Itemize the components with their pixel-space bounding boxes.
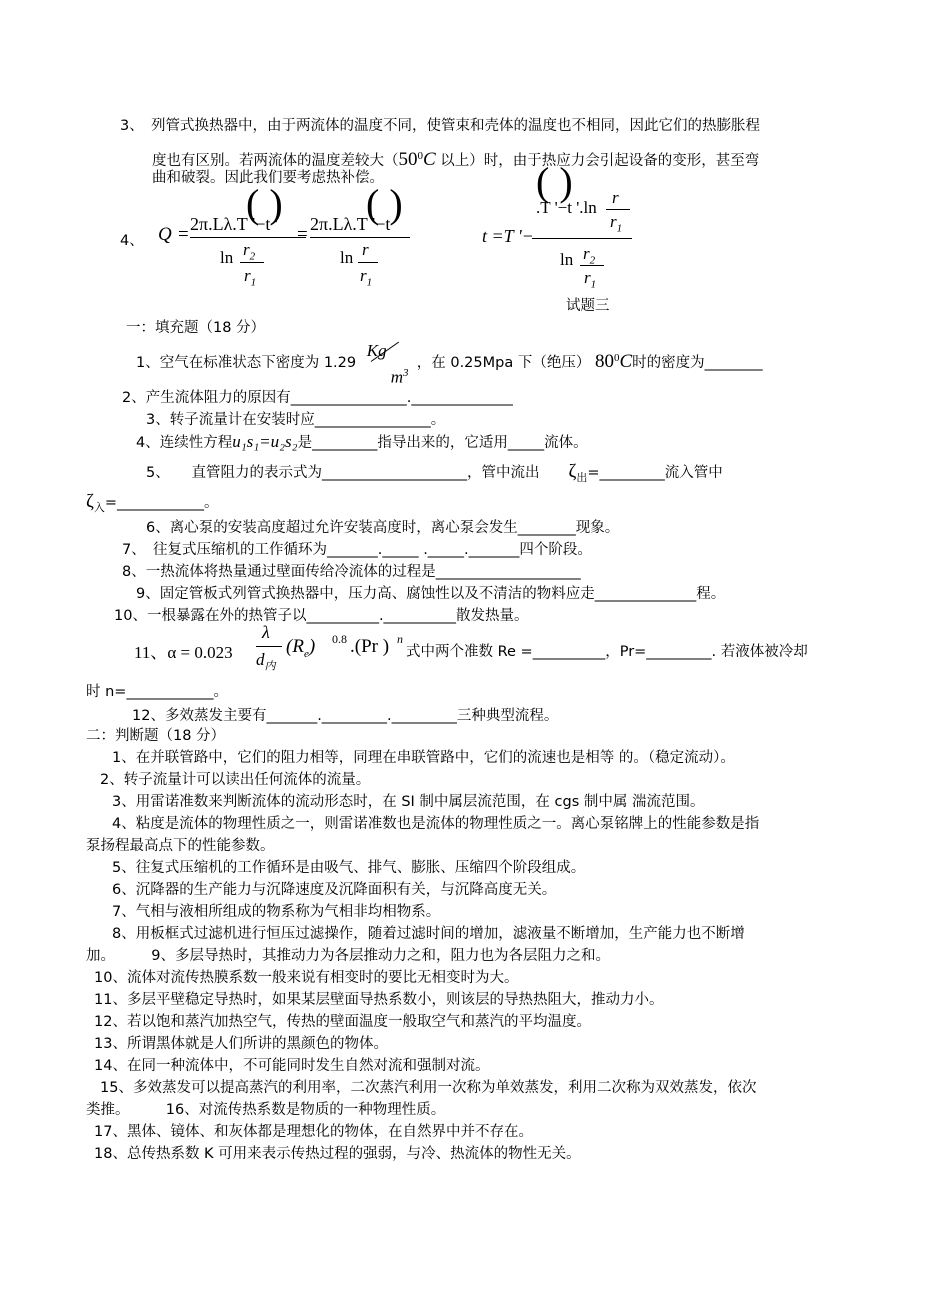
judge-line-15: 15、多效蒸发可以提高蒸汽的利用率，二次蒸汽利用一次称为单效蒸发，利用二次称为双效蒸发，依次 <box>100 1080 757 1096</box>
q4-r-2: r <box>362 240 369 259</box>
frac-line-2 <box>310 237 410 238</box>
q4-t-r1: $r_1$ <box>610 212 623 235</box>
q4-Q: Q <box>158 224 172 245</box>
q4-num-1: 2π.Lλ.T '−t ' <box>190 214 279 234</box>
section1-heading: 一：填充题（18 分） <box>126 320 266 336</box>
judge-line-4: 4、粘度是流体的物理性质之一，则雷诺准数也是流体的物理性质之一。离心泵铭牌上的性能参数是指 <box>112 816 760 832</box>
judge-line-4-cont: 泵扬程最高点下的性能参数。 <box>86 838 275 854</box>
sub-frac-line-1 <box>240 262 264 263</box>
judge-line-15-cont: 类推。 16、对流传热系数是物质的一种物理性质。 <box>86 1102 446 1118</box>
fill-item-3: 3、转子流量计在安装时应________________。 <box>146 412 446 428</box>
temp-50: 50 <box>398 148 418 170</box>
q4-r2-3: $r_2$ <box>583 244 596 267</box>
temp-50-unit: C <box>423 148 436 170</box>
judge-line-8-cont: 加。 9、多层导热时，其推动力为各层推动力之和，阻力也为各层阻力之和。 <box>86 948 610 964</box>
judge-line-5: 5、往复式压缩机的工作循环是由吸气、排气、膨胀、压缩四个阶段组成。 <box>112 860 586 876</box>
sub-frac-line-3 <box>606 209 630 210</box>
judge-line-3: 3、用雷诺准数来判断流体的流动形态时，在 SI 制中属层流范围，在 cgs 制中属 湍流范围。 <box>112 794 705 810</box>
q3-line-2-b: 以上）时，由于热应力会引起设备的变形，甚至弯 <box>435 152 760 169</box>
judge-line-18: 18、总传热系数 K 可用来表示传热过程的强弱，与冷、热流体的物性无关。 <box>94 1146 581 1162</box>
q4-r1-1: $r_1$ <box>244 266 257 289</box>
frac-line-3 <box>532 238 632 239</box>
q4-r2-1: $r_2$ <box>243 240 256 263</box>
temp-50-sup: 0 <box>417 150 423 162</box>
fill-item-12: 12、多效蒸发主要有_______._________._________三种典型流程。 <box>132 708 559 724</box>
q4-eq-1: = <box>178 224 189 245</box>
fill-item-10: 10、一根暴露在外的热管子以__________.__________散发热量。 <box>114 608 529 624</box>
section2-heading: 二：判断题（18 分） <box>86 728 226 744</box>
paren-2: ( ) <box>366 181 403 226</box>
q3-line-2-a: 度也有区别。若两流体的温度差较大（ <box>152 152 399 169</box>
q4-t-expr: t =T '− <box>482 226 534 246</box>
fill-item-5: 5、 直管阻力的表示式为____________________，管中流出 $\zeta_出=\_\_\_\_\_\_\_\_\_$流入管中 <box>146 461 723 484</box>
q3-line-3: 曲和破裂。因此我们要考虑热补偿。 <box>152 170 384 186</box>
fill-item-2: 2、产生流体阻力的原因有________________.______________ <box>122 390 513 406</box>
paren-3: ( ) <box>536 159 573 204</box>
fill-item-4: 4、连续性方程u₁s₁=u₂s₂是_________指导出来的，它适用_____流体。 <box>136 432 588 451</box>
judge-line-2: 2、转子流量计可以读出任何流体的流量。 <box>100 772 371 788</box>
fill-item-9: 9、固定管板式列管式换热器中，压力高、腐蚀性以及不清洁的物料应走______________程。 <box>136 586 726 602</box>
q4-t-r: r <box>612 188 619 207</box>
q4-ln-2: ln <box>340 248 354 267</box>
fill-item-11-cont: 时 n=____________。 <box>86 684 228 700</box>
kg-per-m3: Kg $m^3$ <box>366 340 409 387</box>
judge-line-1: 1、在并联管路中，它们的阻力相等，同理在串联管路中，它们的流速也是相等 的。（稳定流动）。 <box>112 750 735 766</box>
q4-t-num: .T '−t '.ln <box>536 198 597 217</box>
judge-line-14: 14、在同一种流体中，不可能同时发生自然对流和强制对流。 <box>94 1058 490 1074</box>
fill-item-5-cont: $\zeta_入=\_\_\_\_\_\_\_\_\_\_\_\_$。 <box>86 491 219 514</box>
q4-eq-2: = <box>297 224 308 245</box>
judge-line-10: 10、流体对流传热膜系数一般来说有相变时的要比无相变时为大。 <box>94 970 519 986</box>
q4-label: 4、 <box>120 233 144 249</box>
frac-line-1 <box>190 237 306 238</box>
judge-line-17: 17、黑体、镜体、和灰体都是理想化的物体，在自然界中并不存在。 <box>94 1124 533 1140</box>
fill-item-6: 6、离心泵的安装高度超过允许安装高度时，离心泵会发生________现象。 <box>146 520 620 536</box>
judge-line-12: 12、若以饱和蒸汽加热空气，传热的壁面温度一般取空气和蒸汽的平均温度。 <box>94 1014 591 1030</box>
sub-frac-line-2 <box>358 262 378 263</box>
judge-line-13: 13、所谓黑体就是人们所讲的黑颜色的物体。 <box>94 1036 388 1052</box>
q3-line-1: 3、 列管式换热器中，由于两流体的温度不同，使管束和壳体的温度也不相同，因此它们的热膨胀程 <box>120 118 760 134</box>
fill-item-7: 7、 往复式压缩机的工作循环为_______._____ ._____._______四个阶段。 <box>122 542 592 558</box>
test-three-title: 试题三 <box>566 298 610 314</box>
sub-frac-line-4 <box>580 265 604 266</box>
q4-r1-2: $r_1$ <box>360 266 373 289</box>
q4-num-2: 2π.Lλ.T '−t <box>310 214 391 234</box>
fill-item-1: 1、空气在标准状态下密度为 1.29 Kg $m^3$ ，在 0.25Mpa 下（绝压） $80^0C$时的密度为________ <box>136 340 763 387</box>
judge-line-8: 8、用板框式过滤机进行恒压过滤操作，随着过滤时间的增加，滤液量不断增加，生产能力也不断增 <box>112 926 745 942</box>
q4-ln-1: ln <box>220 248 234 267</box>
paren-1: ( ) <box>246 181 283 226</box>
q4-ln-3: ln <box>560 250 574 269</box>
q4-r1-3: $r_1$ <box>584 268 597 291</box>
judge-line-7: 7、气相与液相所组成的物系称为气相非均相物系。 <box>112 904 441 920</box>
judge-line-6: 6、沉降器的生产能力与沉降速度及沉降面积有关，与沉降高度无关。 <box>112 882 557 898</box>
judge-line-11: 11、多层平壁稳定导热时，如果某层壁面导热系数小，则该层的导热热阻大，推动力小。 <box>94 992 664 1008</box>
fill-item-8: 8、一热流体将热量通过壁面传给冷流体的过程是____________________ <box>122 564 581 580</box>
